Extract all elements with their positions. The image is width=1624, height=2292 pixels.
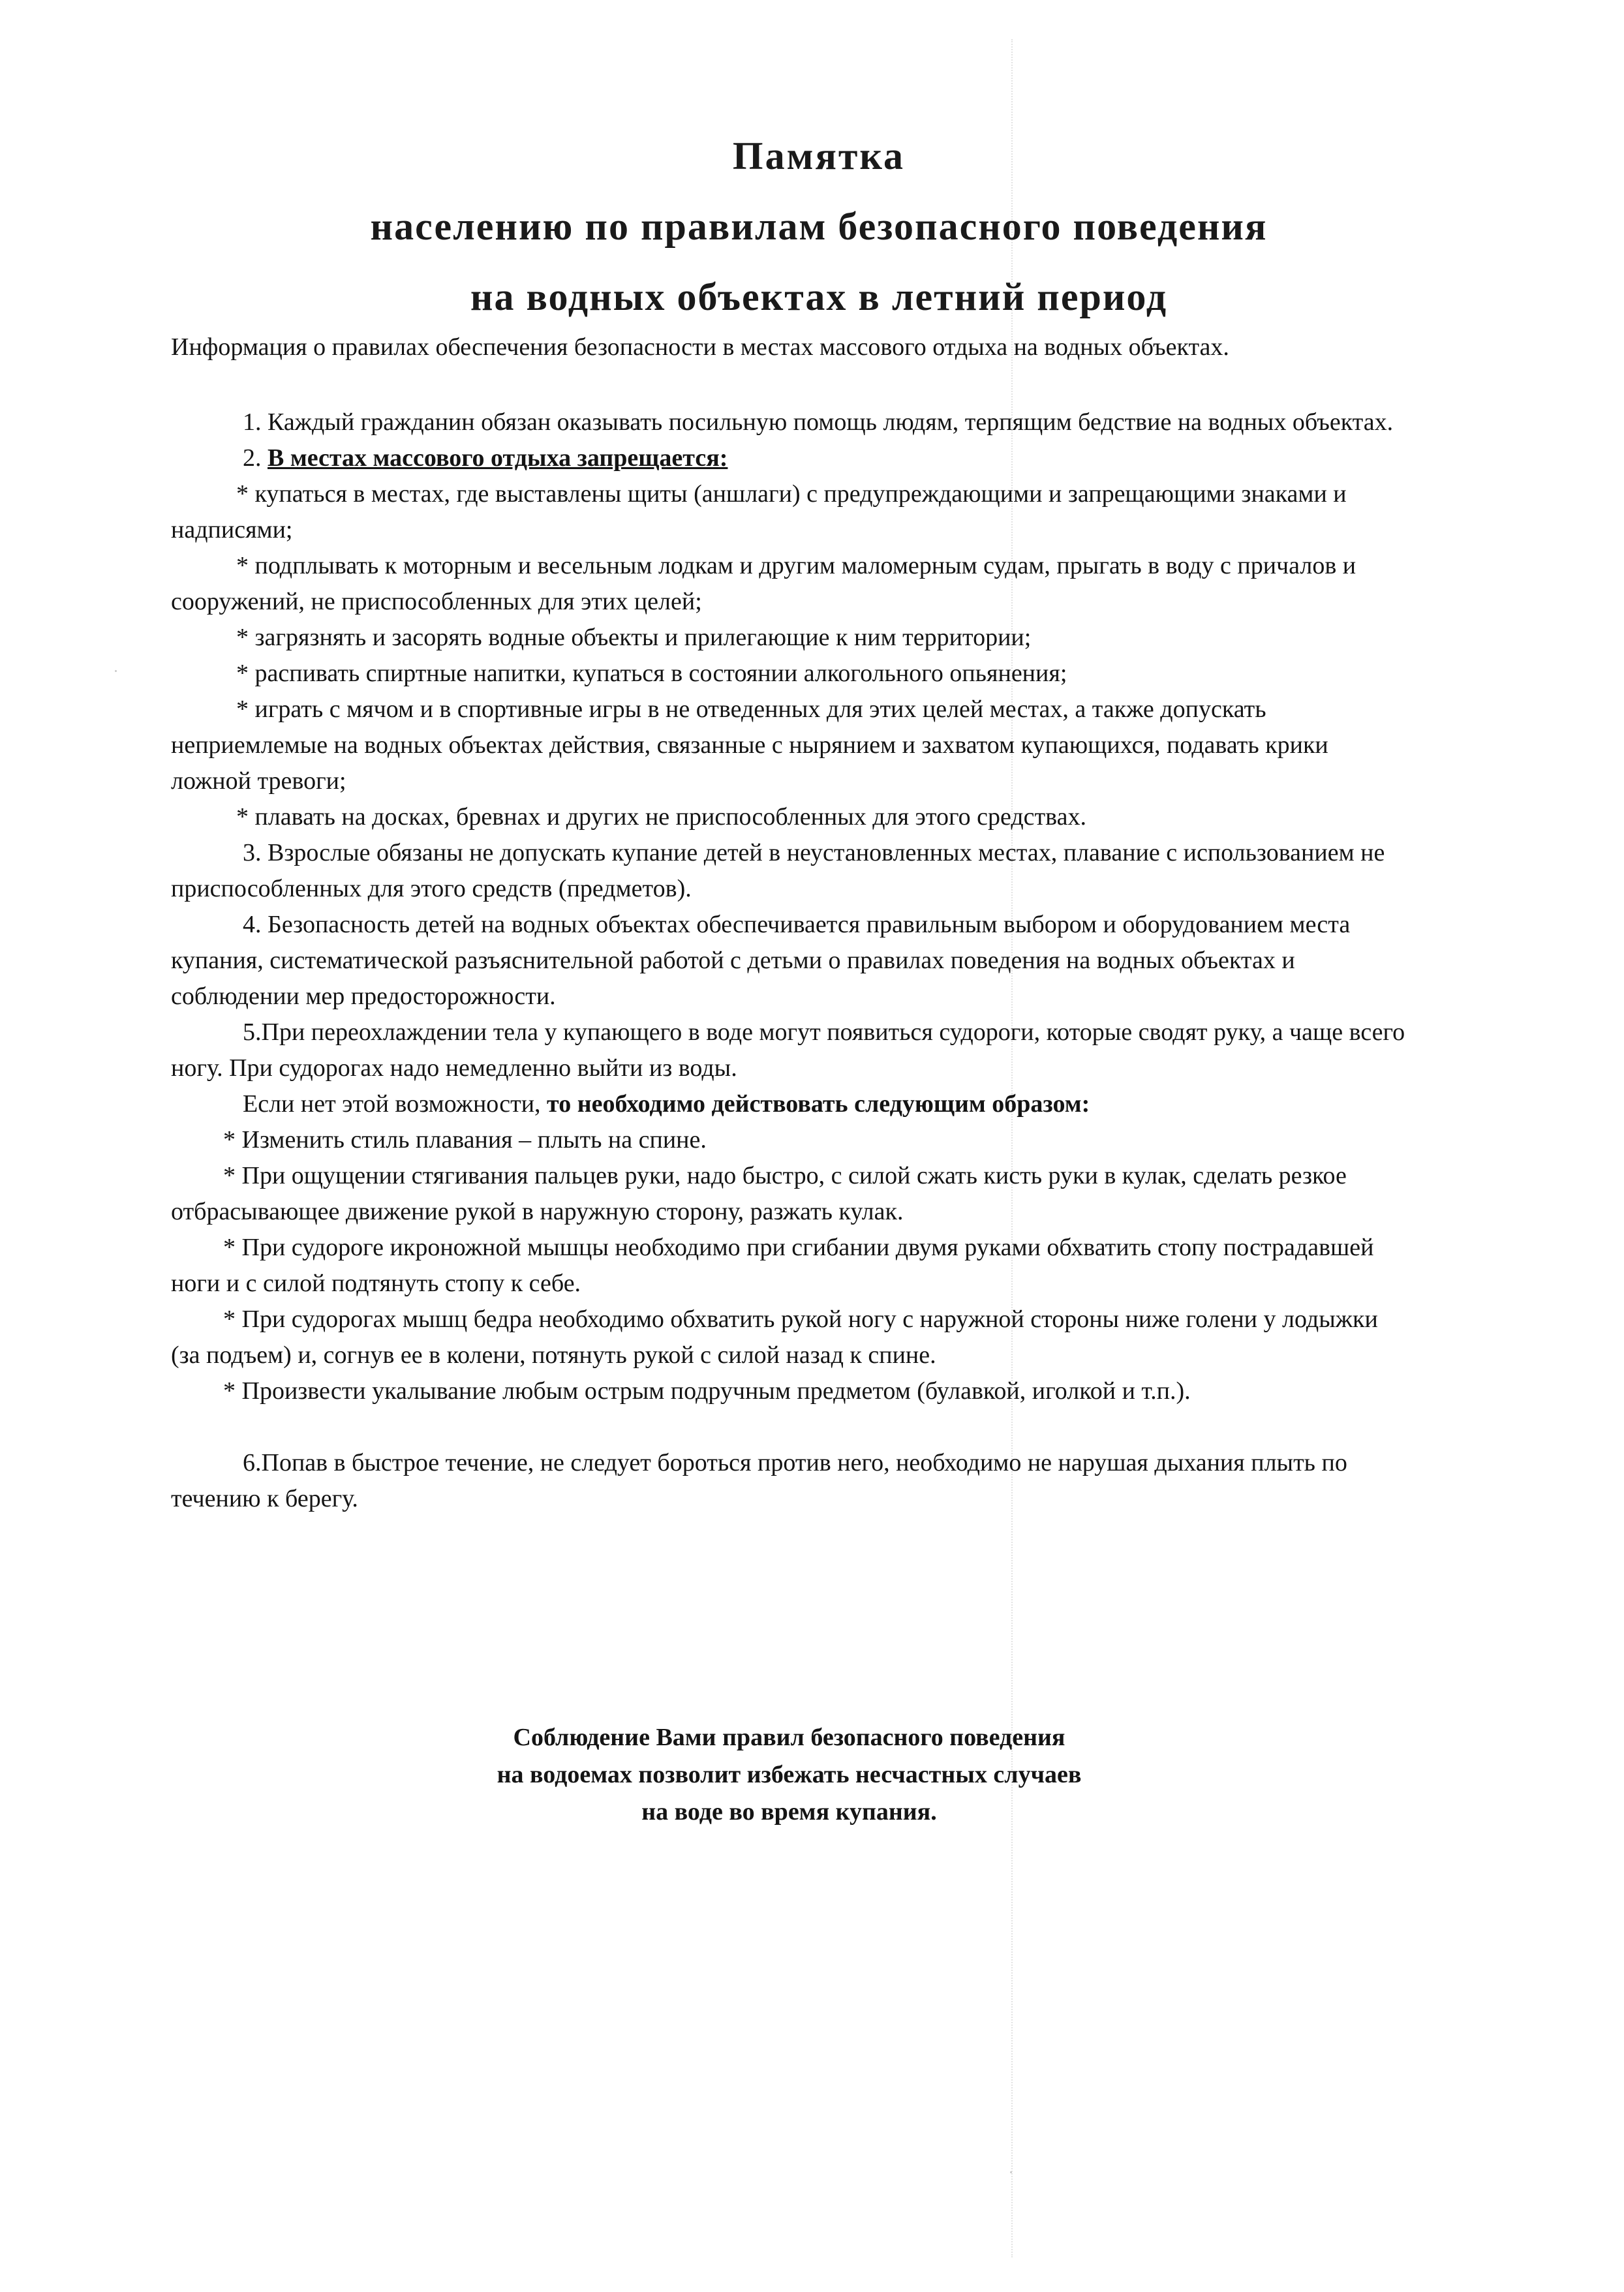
document-header (163, 121, 1475, 332)
document-body (171, 329, 1407, 1517)
closing-statement (171, 1719, 1407, 1831)
closing-line-2: на водоемах позволит избежать несчастных случаев (497, 1761, 1082, 1788)
prohibition-item: * подплывать к моторным и весельным лодкам и другим маломерным судам, прыгать в воду с причалов и сооружений, не приспособленных для этих целей; (171, 552, 1356, 615)
action-item: * Произвести укалывание любым острым подручным предметом (булавкой, иголкой и т.п.). (223, 1377, 1191, 1405)
rule-item-2-heading: В местах массового отдыха запрещается: (268, 444, 728, 472)
document-subtitle-line-1: населению по правилам безопасного поведения (370, 205, 1268, 248)
followup-lead: Если нет этой возможности, (243, 1090, 547, 1118)
scan-speck (115, 670, 117, 672)
rule-item-5-followup (171, 1086, 1407, 1122)
scan-speck (1010, 2171, 1012, 2173)
action-item: * При судорогах мышц бедра необходимо обхватить рукой ногу с наружной стороны ниже голени у лодыжки (за подъем) и, согнув ее в колени, потянуть рукой с силой назад к спине. (171, 1306, 1378, 1369)
prohibition-item: * играть с мячом и в спортивные игры в не отведенных для этих целей местах, а также допускать неприемлемые на водных объектах действия, связанные с нырянием и захватом купающихся, подавать крики ложной тревоги; (171, 695, 1328, 795)
prohibition-item: * распивать спиртные напитки, купаться в состоянии алкогольного опьянения; (236, 660, 1067, 687)
intro-paragraph: Информация о правилах обеспечения безопасности в местах массового отдыха на водных объектах. (171, 333, 1229, 361)
rule-item-5: 5.При переохлаждении тела у купающего в воде могут появиться судороги, которые сводят руку, а чаще всего ногу. При судорогах надо немедленно выйти из воды. (171, 1018, 1405, 1082)
rule-item-1: 1. Каждый гражданин обязан оказывать посильную помощь людям, терпящим бедствие на водных объектах. (243, 408, 1394, 436)
action-item: * Изменить стиль плавания – плыть на спине. (223, 1126, 707, 1154)
rule-item-2-number: 2. (243, 444, 262, 472)
document-subtitle-line-2: на водных объектах в летний период (470, 275, 1168, 318)
rule-item-2 (171, 440, 1407, 476)
rule-item-3: 3. Взрослые обязаны не допускать купание детей в неустановленных местах, плавание с использованием не приспособленных для этого средств (предметов). (171, 839, 1385, 902)
closing-line-3: на воде во время купания. (641, 1798, 937, 1826)
action-item: * При ощущении стягивания пальцев руки, надо быстро, с силой сжать кисть руки в кулак, сделать резкое отбрасывающее движение рукой в наружную сторону, разжать кулак. (171, 1162, 1347, 1225)
prohibition-item: * плавать на досках, бревнах и других не приспособленных для этого средствах. (236, 803, 1086, 831)
prohibition-item: * загрязнять и засорять водные объекты и прилегающие к ним территории; (236, 624, 1032, 651)
action-item: * При судороге икроножной мышцы необходимо при сгибании двумя руками обхватить стопу пострадавшей ноги и с силой подтянуть стопу к себе. (171, 1234, 1374, 1297)
rule-item-6: 6.Попав в быстрое течение, не следует бороться против него, необходимо не нарушая дыхания плыть по течению к берегу. (171, 1449, 1347, 1512)
rule-item-4: 4. Безопасность детей на водных объектах обеспечивается правильным выбором и оборудованием места купания, систематической разъяснительной работой с детьми о правилах поведения на водных объектах и соблюдении мер предосторожности. (171, 911, 1351, 1010)
closing-line-1: Соблюдение Вами правил безопасного поведения (513, 1724, 1065, 1751)
followup-bold: то необходимо действовать следующим образом: (547, 1090, 1090, 1118)
prohibition-item: * купаться в местах, где выставлены щиты (аншлаги) с предупреждающими и запрещающими знаками и надписями; (171, 480, 1347, 543)
document-title: Памятка (732, 134, 906, 177)
